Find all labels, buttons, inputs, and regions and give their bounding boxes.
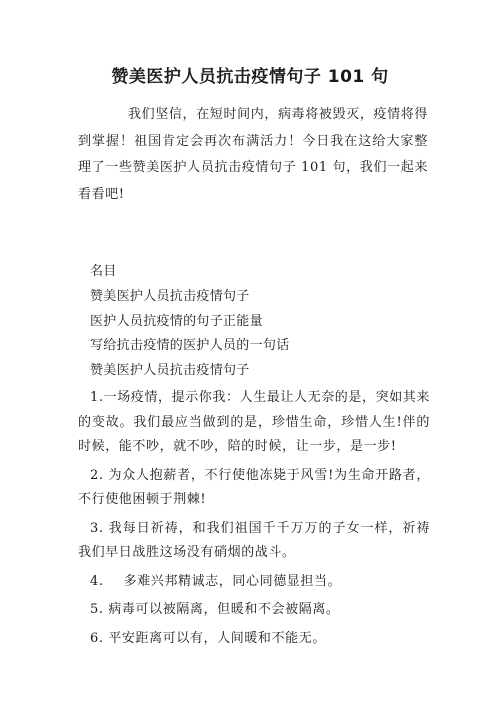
list-item: 3. 我每日祈祷，和我们祖国千千万万的子女一样，祈祷我们早日战胜这场没有硝烟的战斗。 bbox=[78, 520, 430, 560]
list-item: 6. 平安距离可以有，人间暖和不能无。 bbox=[90, 630, 326, 646]
list-item: 1.一场疫情，提示你我：人生最让人无奈的是，突如其来的变故。我们最应当做到的是，珍惜生命，珍惜人生!伴的时候，能不吵，就不吵，陪的时候，让一步，是一步! bbox=[78, 390, 431, 454]
toc-item: 写给抗击疫情的医护人员的一句话 bbox=[90, 338, 290, 354]
item-number: 4. bbox=[90, 573, 104, 589]
toc-heading: 名目 bbox=[90, 264, 117, 279]
toc-item: 赞美医护人员抗击疫情句子 bbox=[90, 288, 250, 304]
item-text: 多难兴邦精诚志，同心同德显担当。 bbox=[123, 573, 342, 589]
list-item: 2. 为众人抱薪者，不行使他冻毙于风雪!为生命开路者，不行使他困顿于荆棘! bbox=[78, 467, 430, 507]
list-item bbox=[78, 570, 430, 595]
sentence-list bbox=[78, 386, 430, 655]
table-of-contents bbox=[90, 260, 450, 384]
toc-item: 赞美医护人员抗击疫情句子 bbox=[90, 363, 250, 379]
intro-paragraph: 我们坚信，在短时间内，病毒将被毁灭，疫情将得到掌握！祖国肯定会再次布满活力！今日我在这给大家整理了一些赞美医护人员抗击疫情句子 101 句，我们一起来看看吧! bbox=[78, 107, 428, 202]
toc-item: 医护人员抗疫情的句子正能量 bbox=[90, 313, 263, 329]
document-title: 赞美医护人员抗击疫情句子 101 句 bbox=[111, 67, 389, 87]
list-item: 5. 病毒可以被隔离，但暖和不会被隔离。 bbox=[90, 602, 340, 617]
